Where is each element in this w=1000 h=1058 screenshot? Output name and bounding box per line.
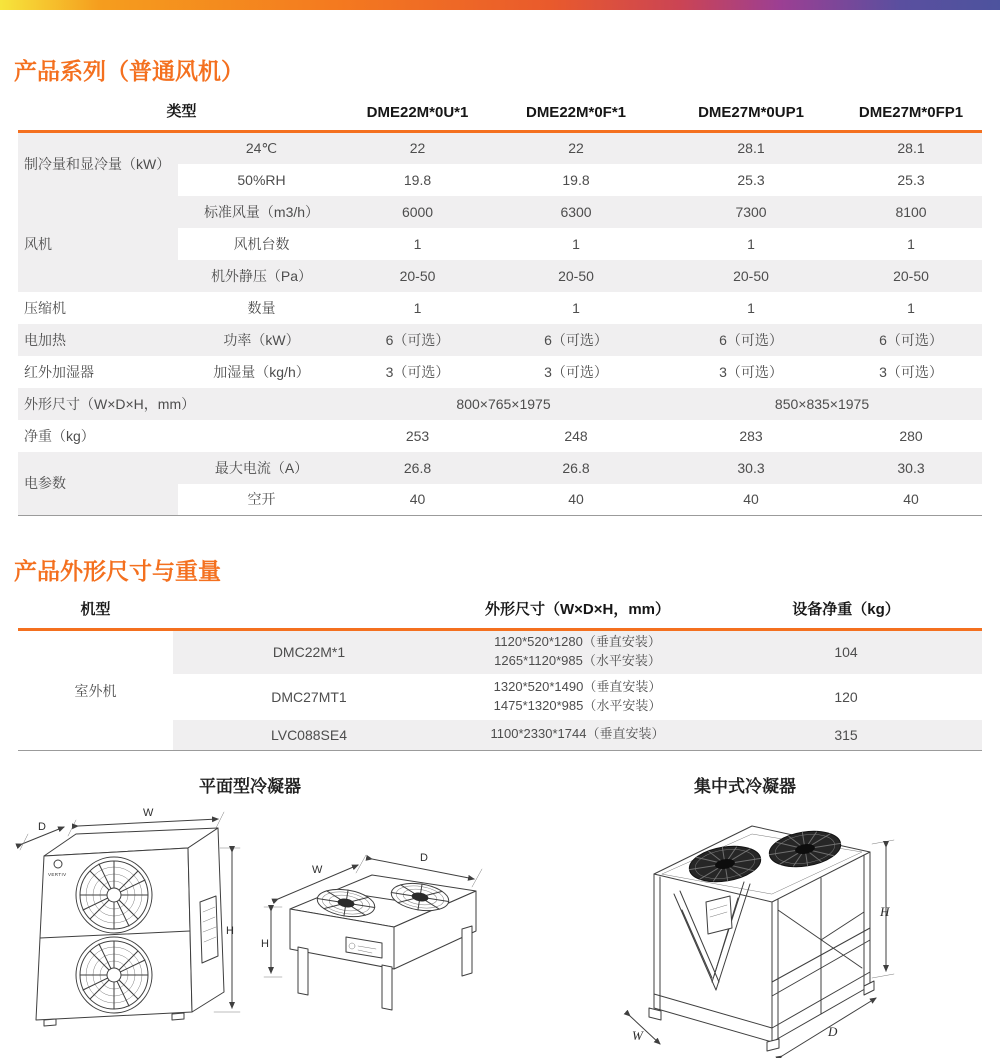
row-sub-label: 最大电流（A）	[178, 452, 345, 484]
col-header-dimensions: 外形尺寸（W×D×H，mm）	[445, 592, 710, 630]
row-group-label: 制冷量和显冷量（kW）	[18, 132, 178, 196]
cell-value: 253	[405, 427, 430, 444]
cell-value-span: 800×765×1975	[345, 388, 662, 420]
col-header-model-4: DME27M*0FP1	[840, 94, 982, 132]
cell-value: 19.8	[562, 171, 590, 188]
table-row	[18, 420, 982, 452]
cell-value: 19.8	[403, 171, 432, 188]
cell-value: 280	[899, 427, 923, 444]
cell-value: 3（可选）	[879, 363, 943, 380]
vertical-condenser-drawing	[14, 800, 242, 1040]
row-group-label: 风机	[18, 196, 178, 292]
flat-condenser-title: 平面型冷凝器	[199, 777, 301, 796]
col-header-type: 类型	[18, 94, 345, 132]
dimension-line: 1475*1320*985（水平安装）	[493, 697, 662, 713]
svg-text:W: W	[143, 807, 154, 819]
row-group-label: 压缩机	[24, 299, 66, 316]
cell-value: 28.1	[662, 132, 840, 164]
frame-structure	[649, 826, 874, 1051]
cell-dimensions	[445, 720, 710, 751]
col-header-model-1: DME22M*0U*1	[345, 94, 490, 132]
cell-value: 20-50	[840, 260, 982, 292]
table-row	[18, 356, 982, 388]
cell-value: 26.8	[490, 452, 662, 484]
col-header-weight: 设备净重（kg）	[710, 592, 982, 630]
row-group-label: 红外加湿器	[24, 363, 94, 380]
cell-value: 25.3	[737, 171, 765, 188]
col-header-spacer	[173, 592, 445, 630]
table1-header-row	[18, 94, 982, 132]
cell-value: 1	[747, 235, 755, 252]
col-header-model-3: DME27M*0UP1	[662, 94, 840, 132]
dimension-line: 1320*520*1490（垂直安装）	[493, 678, 662, 694]
control-box	[706, 896, 732, 934]
cell-weight: 120	[834, 688, 858, 705]
dimensions-weight-table	[18, 592, 982, 751]
row-sub-label: 50%RH	[237, 171, 286, 188]
row-group-label: 电加热	[18, 324, 178, 356]
cell-model: DMC22M*1	[173, 630, 445, 674]
dimension-arrow-w	[630, 1016, 660, 1044]
col-header-model-2: DME22M*0F*1	[490, 94, 662, 132]
cell-value: 1	[747, 299, 755, 316]
cell-value: 40	[743, 491, 759, 508]
svg-text:W: W	[632, 1028, 643, 1043]
cell-value: 40	[903, 491, 919, 508]
cell-value: 248	[564, 427, 588, 444]
centralized-condenser-drawing	[622, 790, 906, 1058]
cell-value: 1	[572, 235, 580, 252]
cell-value: 40	[568, 491, 584, 508]
cell-value: 8100	[840, 196, 982, 228]
cell-value: 6300	[490, 196, 662, 228]
svg-text:H: H	[880, 904, 890, 919]
cell-value: 22	[490, 132, 662, 164]
svg-text:D: D	[38, 821, 46, 833]
row-sub-label: 功率（kW）	[178, 324, 345, 356]
svg-text:H: H	[261, 938, 269, 950]
dimension-arrow-w	[78, 807, 224, 828]
table-row	[18, 132, 982, 164]
cell-value: 20-50	[345, 260, 490, 292]
cell-model: LVC088SE4	[173, 720, 445, 751]
cell-value: 1	[907, 235, 915, 252]
cell-value: 30.3	[840, 452, 982, 484]
svg-text:VERTIV: VERTIV	[48, 872, 67, 877]
cell-value: 7300	[662, 196, 840, 228]
cell-value: 26.8	[345, 452, 490, 484]
condenser-body	[290, 875, 476, 1010]
section1-title: 产品系列（普通风机）	[14, 58, 244, 84]
section2-title: 产品外形尺寸与重量	[14, 558, 221, 584]
table2-header-row	[18, 592, 982, 630]
fan-grille-icon	[76, 857, 152, 933]
col-header-model-type: 机型	[18, 592, 173, 630]
cell-model: DMC27MT1	[271, 688, 347, 705]
cell-value: 3（可选）	[385, 363, 450, 380]
row-group-label: 电参数	[18, 452, 178, 516]
table-row	[18, 452, 982, 484]
cell-value: 6（可选）	[490, 324, 662, 356]
row-label: 外形尺寸（W×D×H，mm）	[18, 388, 345, 420]
horizontal-condenser-drawing	[260, 843, 498, 1021]
row-sub-label: 标准风量（m3/h）	[178, 196, 345, 228]
dimension-arrow-h	[872, 840, 894, 978]
cell-value: 22	[345, 132, 490, 164]
cell-value: 6000	[345, 196, 490, 228]
row-sub-label: 机外静压（Pa）	[178, 260, 345, 292]
cell-value: 6（可选）	[840, 324, 982, 356]
cell-value: 6（可选）	[662, 324, 840, 356]
central-condenser-title: 集中式冷凝器	[694, 777, 796, 796]
dimension-arrow-h	[261, 907, 282, 977]
dimension-line: 1120*520*1280（垂直安装）	[494, 634, 661, 650]
row-sub-label: 24℃	[178, 132, 345, 164]
cell-value: 1	[907, 299, 915, 316]
svg-text:D: D	[420, 852, 428, 864]
cell-value: 28.1	[840, 132, 982, 164]
table-row	[18, 388, 982, 420]
cell-value: 1	[572, 299, 580, 316]
cell-value: 20-50	[490, 260, 662, 292]
cell-dimensions	[445, 630, 710, 674]
cell-weight: 104	[710, 630, 982, 674]
cell-value: 1	[413, 299, 422, 316]
cell-value: 1	[413, 235, 422, 252]
dimension-line: 1100*2330*1744（垂直安装）	[490, 726, 665, 742]
table-row	[18, 324, 982, 356]
row-sub-label: 加湿量（kg/h）	[213, 363, 310, 380]
coil-v-section	[674, 882, 750, 990]
cell-dimensions	[445, 674, 710, 720]
dimension-arrow-d	[782, 998, 876, 1056]
cell-weight: 315	[710, 720, 982, 751]
cell-value: 20-50	[662, 260, 840, 292]
svg-text:W: W	[312, 864, 323, 876]
cell-value: 30.3	[662, 452, 840, 484]
top-gradient-bar	[0, 0, 1000, 10]
cell-value: 3（可选）	[719, 363, 783, 380]
row-sub-label: 数量	[247, 299, 276, 316]
row-group-label: 室外机	[74, 682, 117, 699]
cell-value: 283	[739, 427, 763, 444]
table-row	[18, 196, 982, 228]
svg-text:H: H	[226, 925, 234, 937]
product-series-table	[18, 94, 982, 516]
svg-text:D: D	[828, 1024, 838, 1039]
cell-value: 40	[409, 491, 426, 508]
cell-value: 25.3	[897, 171, 925, 188]
fan-grille-icon	[76, 937, 152, 1013]
table-row	[18, 630, 982, 674]
cell-value: 6（可选）	[345, 324, 490, 356]
table-row	[18, 292, 982, 324]
row-sub-label: 空开	[247, 491, 276, 508]
cell-value-span: 850×835×1975	[662, 388, 982, 420]
dimension-line: 1265*1120*985（水平安装）	[494, 653, 661, 669]
row-sub-label: 风机台数	[233, 235, 290, 252]
cell-value: 3（可选）	[544, 363, 608, 380]
row-label: 净重（kg）	[24, 427, 95, 444]
